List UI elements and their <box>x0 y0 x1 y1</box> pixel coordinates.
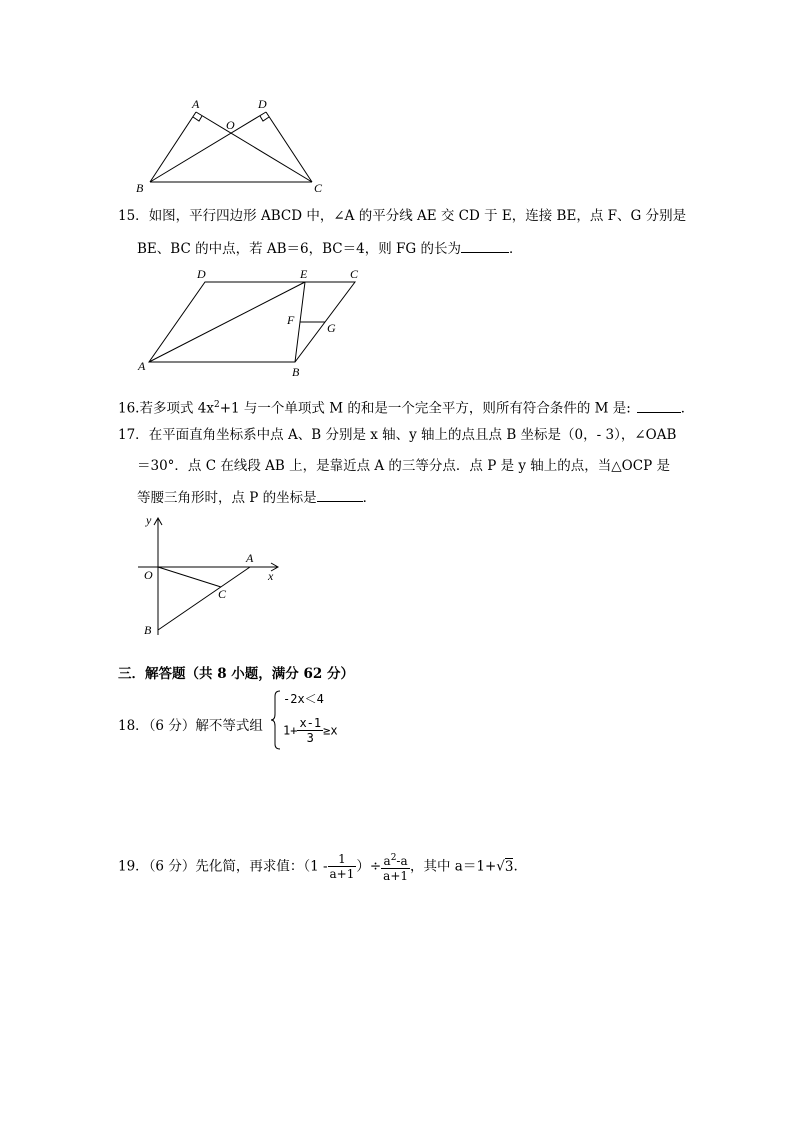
q17-period: ． <box>362 490 377 506</box>
segment-db <box>150 112 266 182</box>
label-d: D <box>197 267 206 281</box>
segment-ae <box>149 282 305 362</box>
q18-number: 18． <box>118 718 149 734</box>
label-d: D <box>258 97 267 111</box>
label-x: x <box>268 569 274 583</box>
label-a: A <box>138 359 146 373</box>
section-3-heading: 三．解答题（共 8 小题，满分 62 分） <box>118 666 354 682</box>
q15-number: 15． <box>118 208 149 224</box>
q19-text: （6 分）先化简，再求值：（1 - <box>148 858 328 875</box>
figure-15 <box>135 266 375 382</box>
q18-prompt <box>118 717 263 735</box>
label-b: B <box>292 365 300 379</box>
label-y: y <box>146 513 152 527</box>
q19-frac2-num-b: -a <box>396 853 408 868</box>
q15-line1 <box>118 207 686 225</box>
q17-line2 <box>137 457 670 475</box>
q19-mid: ）÷ <box>356 858 382 875</box>
q18-frac-numerator: x-1 <box>299 716 322 730</box>
q19-tail: ，其中 a＝1+ <box>410 858 497 875</box>
figure-17 <box>138 510 288 645</box>
q19-frac2-sup: 2 <box>390 852 397 863</box>
q19-frac1-numerator: 1 <box>328 852 357 867</box>
right-angle-a <box>193 116 202 121</box>
label-a: A <box>246 551 254 565</box>
q15-text-line2: BE、BC 的中点，若 AB＝6，BC＝4，则 FG 的长为 <box>137 241 461 257</box>
q18-ineq2-a: 1+ <box>283 723 298 738</box>
q17-line1 <box>118 426 676 444</box>
q17-text-line3: 等腰三角形时，点 P 的坐标是 <box>137 490 317 506</box>
segment-ab <box>150 112 196 182</box>
q15-line2 <box>137 239 522 258</box>
q18-text: （6 分）解不等式组 <box>148 718 263 734</box>
q16-text-a: 若多项式 4x <box>139 400 214 417</box>
q16-period: ． <box>680 400 695 417</box>
q18-frac-denominator: 3 <box>306 731 314 745</box>
q16-text-b: +1 与一个单项式 M 的和是一个完全平方，则所有符合条件的 M 是: <box>219 400 631 417</box>
q17-number: 17． <box>118 427 149 443</box>
segment-oc <box>158 567 221 587</box>
sqrt-symbol: √ <box>496 858 505 875</box>
q19 <box>118 846 518 887</box>
segment-ab <box>158 567 250 630</box>
label-e: E <box>300 267 308 281</box>
label-b: B <box>144 623 152 637</box>
label-g: G <box>327 321 336 335</box>
q15-period: ． <box>508 241 523 257</box>
q19-period: . <box>513 858 518 875</box>
q16 <box>118 396 694 418</box>
q18-inequality-1: -2x＜4 <box>283 692 324 706</box>
answer-blank[interactable] <box>317 488 363 502</box>
answer-blank[interactable] <box>461 239 509 253</box>
q17-line3 <box>137 488 376 507</box>
segment-ac <box>196 112 312 182</box>
figure-14 <box>130 95 330 195</box>
q15-text-line1: 如图，平行四边形 ABCD 中，∠A 的平分线 AE 交 CD 于 E，连接 BE，点 F、G 分别是 <box>148 208 687 224</box>
q17-text-line1: 在平面直角坐标系中点 A、B 分别是 x 轴、y 轴上的点且点 B 坐标是（0，- 3），∠OAB <box>148 427 677 443</box>
q16-number: 16. <box>118 400 140 417</box>
q19-fraction-1 <box>328 852 357 881</box>
q18-inequality-2 <box>283 716 338 745</box>
label-o: O <box>226 118 235 132</box>
segment-dc <box>266 112 312 182</box>
label-c: C <box>350 267 359 281</box>
label-b: B <box>136 181 144 195</box>
answer-blank[interactable] <box>637 399 681 413</box>
q19-fraction-2 <box>381 851 410 883</box>
q19-frac2-base: a <box>383 853 391 868</box>
label-c: C <box>314 181 323 195</box>
label-c: C <box>218 587 227 601</box>
label-o: O <box>144 568 153 582</box>
system-brace <box>270 690 282 750</box>
q19-sqrt-value: 3 <box>504 858 514 875</box>
label-f: F <box>287 313 295 327</box>
q18-ineq2-b: ≥x <box>323 723 338 738</box>
q17-text-line2: ＝30°．点 C 在线段 AB 上，是靠近点 A 的三等分点．点 P 是 y 轴上的点，当△OCP 是 <box>137 458 670 474</box>
q19-number: 19． <box>118 858 149 875</box>
q19-frac2-denominator: a+1 <box>383 868 409 883</box>
label-a: A <box>192 97 200 111</box>
q19-frac2-numerator <box>381 851 410 869</box>
q18-fraction <box>297 716 323 745</box>
right-angle-d <box>260 116 269 121</box>
q16-sup: 2 <box>213 400 220 410</box>
q19-frac1-denominator: a+1 <box>329 867 355 881</box>
